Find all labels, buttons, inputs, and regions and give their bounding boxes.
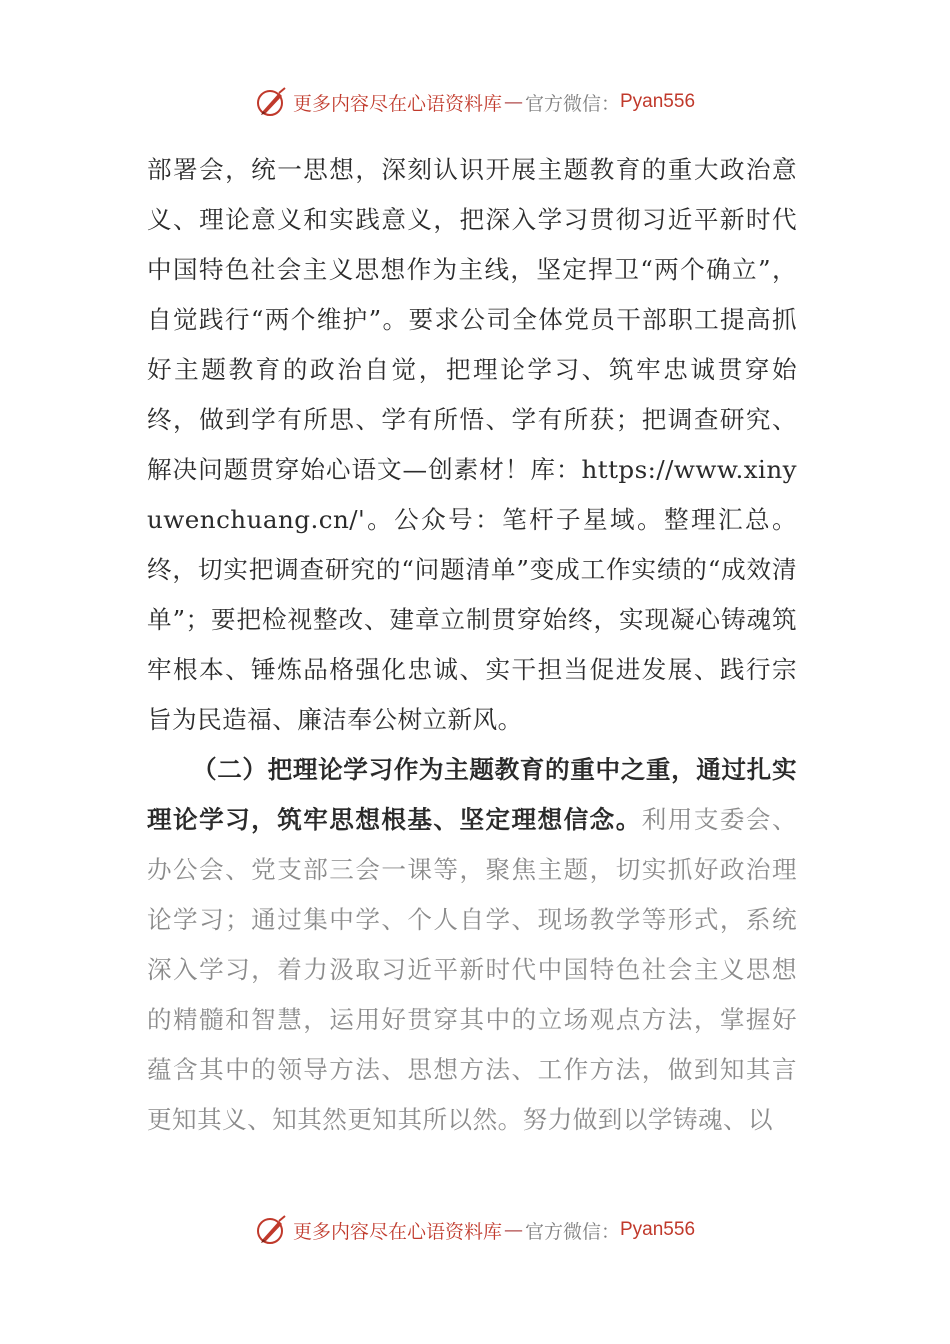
section-body: 利用支委会、办公会、党支部三会一课等，聚焦主题，切实抓好政治理论学习；通过集中学、个人自学、现场教学等形式，系统深入学习，着力汲取习近平新时代中国特色社会主义思想的精髓和智慧，运用好贯穿其中的立场观点方法，掌握好蕴含其中的领导方法、思想方法、工作方法，做到知其言更知其义、知其然更知其所以然。努力做到以学铸魂、以 [147,805,797,1134]
banner-brand-text: 更多内容尽在心语资料库 [292,92,502,115]
body-paragraph-2 [147,745,797,1145]
body-paragraph-1: 部署会，统一思想，深刻认识开展主题教育的重大政治意义、理论意义和实践意义，把深入学习贯彻习近平新时代中国特色社会主义思想作为主线，坚定捍卫“两个确立”，自觉践行“两个维护”。要求公司全体党员干部职工提高抓好主题教育的政治自觉，把理论学习、筑牢忠诚贯穿始终，做到学有所思、学有所悟、学有所获；把调查研究、解决问题贯穿始心语文—创素材！库：https://www.xinyuwenchuang.cn/'。公众号：笔杆子星域。整理汇总。终，切实把调查研究的“问题清单”变成工作实绩的“成效清单”；要把检视整改、建章立制贯穿始终，实现凝心铸魂筑牢根本、锤炼品格强化忠诚、实干担当促进发展、践行宗旨为民造福、廉洁奉公树立新风。 [147,155,797,734]
banner-separator: — [503,91,523,113]
pen-logo-icon [255,85,289,119]
footer-banner [0,1210,950,1250]
banner-official-label: 官方微信： [524,1220,620,1243]
pen-logo-icon [255,1213,289,1247]
banner-wechat-id: Pyan556 [620,1219,696,1240]
banner-wechat-id: Pyan556 [620,91,696,112]
banner-official-label: 官方微信： [524,92,620,115]
banner-separator: — [503,1219,523,1241]
section-heading: （二）把理论学习作为主题教育的重中之重，通过扎实理论学习，筑牢思想根基、坚定理想信念。 [147,755,797,834]
header-banner [0,82,950,122]
banner-brand-text: 更多内容尽在心语资料库 [292,1220,502,1243]
